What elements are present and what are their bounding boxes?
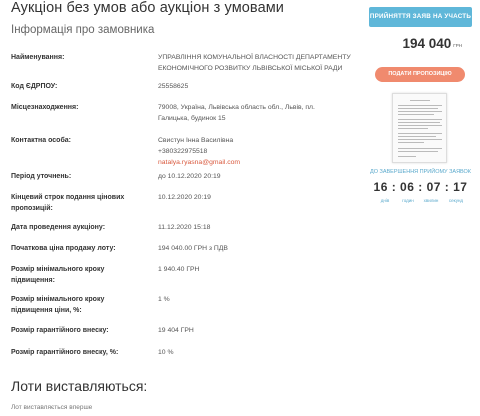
submit-proposal-label: ПОДАТИ ПРОПОЗИЦІЮ (388, 71, 452, 77)
contact-email-link[interactable]: natalya.ryasna@gmail.com (158, 159, 241, 166)
detail-value-line: до 10.12.2020 20:19 (158, 173, 221, 180)
detail-value (158, 294, 358, 305)
detail-value (158, 135, 358, 168)
lots-heading: Лоти виставляються: (11, 378, 148, 394)
detail-value (158, 192, 358, 203)
submit-proposal-button[interactable] (375, 67, 465, 82)
detail-value-line: 25558625 (158, 83, 189, 90)
unit-minutes: хвилин (423, 198, 439, 203)
detail-value-line: Свистун Інна Василівна (158, 137, 234, 144)
detail-value-line: 1 % (158, 296, 170, 303)
detail-value-line: +380322975518 (158, 148, 208, 155)
accept-applications-banner (369, 7, 472, 27)
detail-value-line: 194 040.00 ГРН з ПДВ (158, 245, 228, 252)
detail-value-line: Галицька, будинок 15 (158, 115, 226, 122)
detail-value-line: 19 404 ГРН (158, 327, 194, 334)
detail-value (158, 325, 358, 336)
detail-value-line: 10.12.2020 20:19 (158, 194, 211, 201)
detail-label: Період уточнень: (11, 173, 72, 180)
detail-label: Дата проведення аукціону: (11, 224, 106, 231)
document-thumbnail[interactable] (392, 93, 447, 163)
detail-value-line: ЕКОНОМІЧНОГО РОЗВИТКУ ЛЬВІВСЬКОЇ МІСЬКОЇ РАДИ (158, 65, 343, 72)
unit-hours: годин (402, 198, 414, 203)
detail-label: Розмір мінімального кроку підвищення: (11, 266, 105, 284)
detail-label: Розмір гарантійного внеску: (11, 327, 109, 334)
detail-label: Код ЄДРПОУ: (11, 83, 58, 90)
accept-applications-label: ПРИЙНЯТТЯ ЗАЯВ НА УЧАСТЬ (369, 13, 472, 20)
detail-label: Місцезнаходження: (11, 104, 79, 111)
detail-value (158, 222, 358, 233)
unit-seconds: секунд (448, 198, 464, 203)
detail-value (158, 52, 358, 74)
detail-label: Розмір гарантійного внеску, %: (11, 349, 119, 356)
deadline-label: ДО ЗАВЕРШЕННЯ ПРИЙОМУ ЗАЯВОК (369, 169, 472, 175)
detail-value (158, 102, 358, 124)
section-subtitle: Інформація про замовника (11, 24, 155, 36)
price-currency: ГРН (453, 43, 462, 48)
detail-value-line: УПРАВЛІННЯ КОМУНАЛЬНОЇ ВЛАСНОСТІ ДЕПАРТАМЕНТУ (158, 54, 351, 61)
detail-value-line: 1 940.40 ГРН (158, 266, 200, 273)
detail-value-line: 10 % (158, 349, 174, 356)
lot-price (402, 35, 462, 53)
lots-note: Лот виставляється вперше (11, 404, 93, 411)
detail-value (158, 243, 358, 254)
page-title: Аукціон без умов або аукціон з умовами (11, 0, 284, 16)
detail-label: Розмір мінімального кроку підвищення ціни, %: (11, 296, 105, 314)
detail-value (158, 347, 358, 358)
price-value: 194 040 (402, 36, 452, 51)
detail-value (158, 264, 358, 275)
detail-value-line: 11.12.2020 15:18 (158, 224, 211, 231)
countdown-timer: 16 : 06 : 07 : 17 (373, 180, 468, 194)
detail-label: Початкова ціна продажу лоту: (11, 245, 116, 252)
detail-value (158, 81, 358, 92)
detail-value-line: 79008, Україна, Львівська область обл., Львів, пл. (158, 104, 315, 111)
unit-days: днів (380, 198, 390, 203)
detail-label: Найменування: (11, 54, 65, 61)
detail-label: Контактна особа: (11, 137, 71, 144)
detail-value (158, 171, 358, 182)
detail-label: Кінцевий строк подання цінових пропозицій: (11, 194, 125, 212)
